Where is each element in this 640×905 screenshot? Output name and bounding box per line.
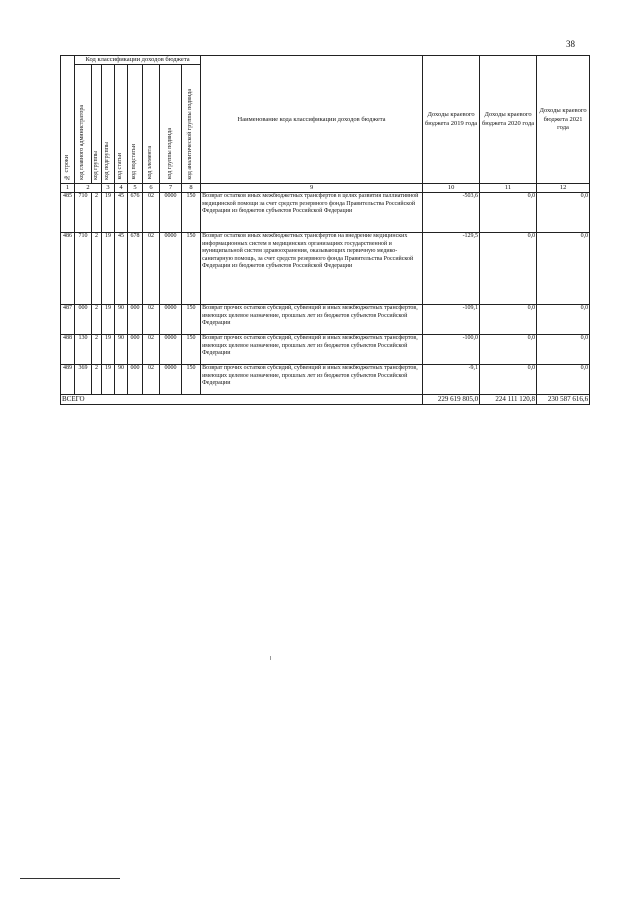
- subtype-group-code-header: код группы подвида: [160, 65, 182, 184]
- subtype-group-code: 0000: [160, 305, 182, 335]
- revenue-2020-value: 0,0: [480, 335, 537, 365]
- row-number-header: № строки: [61, 56, 75, 184]
- group-code: 2: [92, 335, 102, 365]
- article-code-header: код статьи: [115, 65, 128, 184]
- revenue-2021-value: 0,0: [537, 365, 590, 395]
- subtype-group-code: 0000: [160, 193, 182, 233]
- revenue-2020-value: 0,0: [480, 305, 537, 335]
- column-number: 8: [182, 184, 201, 193]
- table-row: [61, 305, 590, 335]
- subgroup-code: 19: [102, 193, 115, 233]
- table-row: [61, 193, 590, 233]
- column-number: 11: [480, 184, 537, 193]
- column-number: 6: [143, 184, 160, 193]
- element-code: 02: [143, 193, 160, 233]
- revenue-2019-value: -129,5: [423, 233, 480, 305]
- article-code: 90: [115, 365, 128, 395]
- total-2020-value: 224 111 120,8: [480, 395, 537, 405]
- revenue-2020-value: 0,0: [480, 233, 537, 305]
- total-row: [61, 395, 590, 405]
- footnote-rule: [20, 878, 120, 879]
- revenue-code-name: Возврат прочих остатков субсидий, субвенций и иных межбюджетных трансфертов, имеющих целевое назначение, прошлых лет из бюджетов субъектов Российской Федерации: [201, 335, 423, 365]
- admin-code: 710: [75, 193, 92, 233]
- subtype-group-code: 0000: [160, 233, 182, 305]
- row-number: 485: [61, 193, 75, 233]
- element-code: 02: [143, 335, 160, 365]
- group-code: 2: [92, 233, 102, 305]
- subgroup-code: 19: [102, 233, 115, 305]
- revenue-2021-header: Доходы краевого бюджета 2021 года: [537, 56, 590, 184]
- revenue-code-name: Возврат прочих остатков субсидий, субвенций и иных межбюджетных трансфертов, имеющих целевое назначение, прошлых лет из бюджетов субъектов Российской Федерации: [201, 365, 423, 395]
- article-code: 90: [115, 305, 128, 335]
- table-row: [61, 233, 590, 305]
- page-number: 38: [566, 39, 575, 49]
- table-row: [61, 335, 590, 365]
- analytic-group-code: 150: [182, 335, 201, 365]
- revenue-code-name: Возврат остатков иных межбюджетных трансфертов на внедрение медицинских информационных систем в медицинских организациях государственной и муниципальной систем здравоохранения, оказывающих первичную медико-санитарную помощь, за счет средств резервного фонда Правительства Российской Федерации из бюджетов субъектов Российской Федерации: [201, 233, 423, 305]
- total-2019-value: 229 619 805,0: [423, 395, 480, 405]
- revenue-2021-value: 0,0: [537, 335, 590, 365]
- revenue-code-name: Возврат прочих остатков субсидий, субвенций и иных межбюджетных трансфертов, имеющих целевое назначение, прошлых лет из бюджетов субъектов Российской Федерации: [201, 305, 423, 335]
- group-code: 2: [92, 305, 102, 335]
- element-code-header: код элемента: [143, 65, 160, 184]
- row-number: 487: [61, 305, 75, 335]
- row-number: 488: [61, 335, 75, 365]
- element-code: 02: [143, 305, 160, 335]
- revenue-2020-header: Доходы краевого бюджета 2020 года: [480, 56, 537, 184]
- column-number: 5: [128, 184, 143, 193]
- subarticle-code: 676: [128, 193, 143, 233]
- revenue-2021-value: 0,0: [537, 305, 590, 335]
- revenue-2020-value: 0,0: [480, 193, 537, 233]
- admin-code-header: код главного администратора: [75, 65, 92, 184]
- column-number: 7: [160, 184, 182, 193]
- revenue-2020-value: 0,0: [480, 365, 537, 395]
- name-column-header: Наименование кода классификации доходов бюджета: [201, 56, 423, 184]
- group-code: 2: [92, 365, 102, 395]
- admin-code: 710: [75, 233, 92, 305]
- budget-revenue-table: [60, 55, 590, 405]
- column-number: 9: [201, 184, 423, 193]
- column-number: 10: [423, 184, 480, 193]
- element-code: 02: [143, 365, 160, 395]
- total-label: ВСЕГО: [61, 395, 423, 405]
- column-number: 4: [115, 184, 128, 193]
- analytic-group-code: 150: [182, 365, 201, 395]
- classification-group-header: Код классификации доходов бюджета: [75, 56, 201, 65]
- analytic-group-code: 150: [182, 193, 201, 233]
- column-number: 3: [102, 184, 115, 193]
- subarticle-code-header: код подстатьи: [128, 65, 143, 184]
- subgroup-code: 19: [102, 305, 115, 335]
- subarticle-code: 000: [128, 305, 143, 335]
- revenue-2019-value: -100,0: [423, 335, 480, 365]
- row-number: 486: [61, 233, 75, 305]
- admin-code: 369: [75, 365, 92, 395]
- revenue-code-name: Возврат остатков иных межбюджетных трансфертов в целях развития паллиативной медицинской помощи за счет средств резервного фонда Правительства Российской Федерации из бюджетов субъектов Российской Федерации: [201, 193, 423, 233]
- revenue-2019-value: -109,1: [423, 305, 480, 335]
- table-row: [61, 365, 590, 395]
- group-code-header: код группы: [92, 65, 102, 184]
- element-code: 02: [143, 233, 160, 305]
- subarticle-code: 000: [128, 365, 143, 395]
- subtype-group-code: 0000: [160, 335, 182, 365]
- revenue-2019-value: -9,1: [423, 365, 480, 395]
- analytic-group-code-header: код аналитической группы подвида: [182, 65, 201, 184]
- revenue-2021-value: 0,0: [537, 233, 590, 305]
- analytic-group-code: 150: [182, 233, 201, 305]
- article-code: 90: [115, 335, 128, 365]
- row-number: 489: [61, 365, 75, 395]
- subgroup-code: 19: [102, 335, 115, 365]
- article-code: 45: [115, 193, 128, 233]
- subarticle-code: 678: [128, 233, 143, 305]
- subarticle-code: 000: [128, 335, 143, 365]
- column-number: 12: [537, 184, 590, 193]
- column-number: 2: [75, 184, 102, 193]
- group-code: 2: [92, 193, 102, 233]
- revenue-2019-header: Доходы краевого бюджета 2019 года: [423, 56, 480, 184]
- scan-mark: [270, 656, 271, 660]
- total-2021-value: 230 587 616,6: [537, 395, 590, 405]
- subgroup-code-header: код подгруппы: [102, 65, 115, 184]
- subgroup-code: 19: [102, 365, 115, 395]
- revenue-2021-value: 0,0: [537, 193, 590, 233]
- revenue-2019-value: -503,6: [423, 193, 480, 233]
- admin-code: 130: [75, 335, 92, 365]
- admin-code: 000: [75, 305, 92, 335]
- article-code: 45: [115, 233, 128, 305]
- table-header-row-1: [61, 56, 590, 65]
- column-number: 1: [61, 184, 75, 193]
- subtype-group-code: 0000: [160, 365, 182, 395]
- analytic-group-code: 150: [182, 305, 201, 335]
- column-number-row: [61, 184, 590, 193]
